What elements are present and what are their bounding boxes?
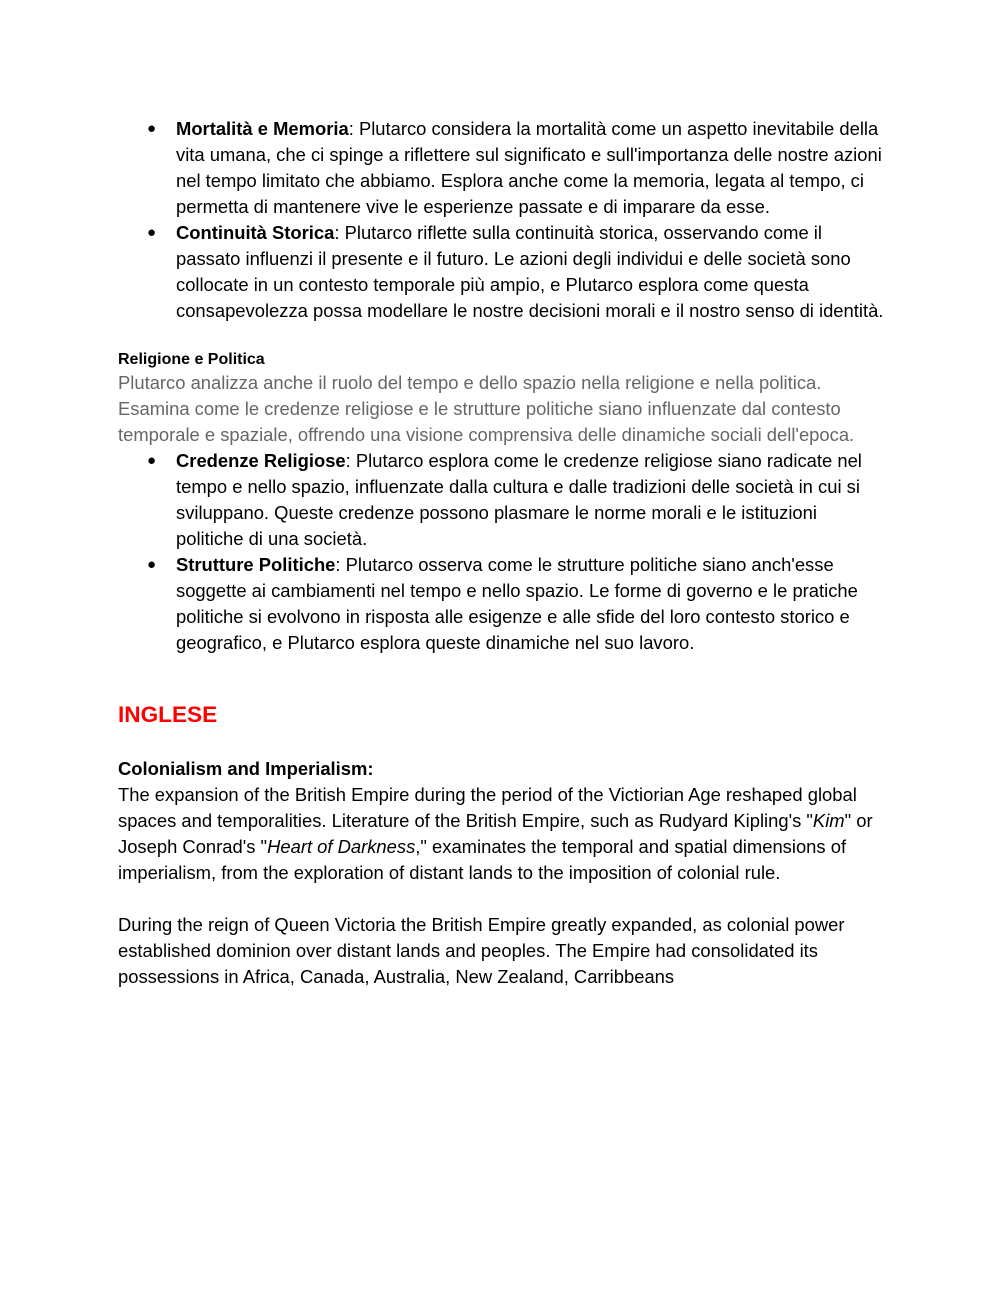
list-item-term: Continuità Storica <box>176 222 335 243</box>
section-title-inglese: INGLESE <box>118 702 218 727</box>
bullet-icon: ● <box>147 120 157 137</box>
list-item <box>118 220 888 324</box>
list-item <box>118 552 888 656</box>
list-item-text: : Plutarco riflette sulla continuità storica, osservando come il passato influenzi il presente e il futuro. Le azioni degli individui e delle società sono collocate in un contesto temporale più ampio, e Plutarco esplora come questa consapevolezza possa modellare le nostre decisioni morali e il nostro senso di identità. <box>176 222 884 321</box>
list-item <box>118 116 888 220</box>
book-title-kim: Kim <box>812 810 845 831</box>
section-heading-religion: Religione e Politica <box>118 351 265 368</box>
list-item-text: : Plutarco osserva come le strutture politiche siano anch'esse soggette ai cambiamenti nel tempo e nello spazio. Le forme di governo e le pratiche politiche si evolvono in risposta alle esigenze e alle sfide del loro contesto storico e geografico, e Plutarco esplora queste dinamiche nel suo lavoro. <box>176 554 858 653</box>
bullet-icon: ● <box>147 452 157 469</box>
list-item-term: Strutture Politiche <box>176 554 336 575</box>
bullet-list-religion <box>118 448 888 656</box>
religion-intro-paragraph: Plutarco analizza anche il ruolo del tempo e dello spazio nella religione e nella politica. Esamina come le credenze religiose e le strutture politiche siano influenzate dal contesto temporale e spaziale, offrendo una visione comprensiva delle dinamiche sociali dell'epoca. <box>118 372 855 445</box>
list-item-text: : Plutarco esplora come le credenze religiose siano radicate nel tempo e nello spazio, influenzate dalla cultura e dalle tradizioni delle società in cui si sviluppano. Queste credenze possono plasmare le norme morali e le istituzioni politiche di una società. <box>176 450 862 549</box>
document-page <box>118 116 888 990</box>
bullet-list-time <box>118 116 888 324</box>
book-title-heart-of-darkness: Heart of Darkness <box>267 836 416 857</box>
list-item-term: Mortalità e Memoria <box>176 118 349 139</box>
bullet-icon: ● <box>147 224 157 241</box>
colonialism-paragraph-1 <box>118 782 888 886</box>
colonialism-heading: Colonialism and Imperialism: <box>118 758 374 779</box>
list-item-term: Credenze Religiose <box>176 450 346 471</box>
list-item <box>118 448 888 552</box>
paragraph-text: " or Joseph Conrad's " <box>118 810 873 857</box>
colonialism-paragraph-2: During the reign of Queen Victoria the British Empire greatly expanded, as colonial power established dominion over distant lands and peoples. The Empire had consolidated its possessions in Africa, Canada, Australia, New Zealand, Carribbeans <box>118 914 845 987</box>
list-item-text: : Plutarco considera la mortalità come un aspetto inevitabile della vita umana, che ci spinge a riflettere sul significato e sull'importanza delle nostre azioni nel tempo limitato che abbiamo. Esplora anche come la memoria, legata al tempo, ci permetta di mantenere vive le esperienze passate e di imparare da esse. <box>176 118 882 217</box>
paragraph-text: The expansion of the British Empire during the period of the Victiorian Age reshaped global spaces and temporalities. Literature of the British Empire, such as Rudyard Kipling's " <box>118 784 857 831</box>
paragraph-text: ," examinates the temporal and spatial dimensions of imperialism, from the exploration of distant lands to the imposition of colonial rule. <box>118 836 847 883</box>
bullet-icon: ● <box>147 556 157 573</box>
